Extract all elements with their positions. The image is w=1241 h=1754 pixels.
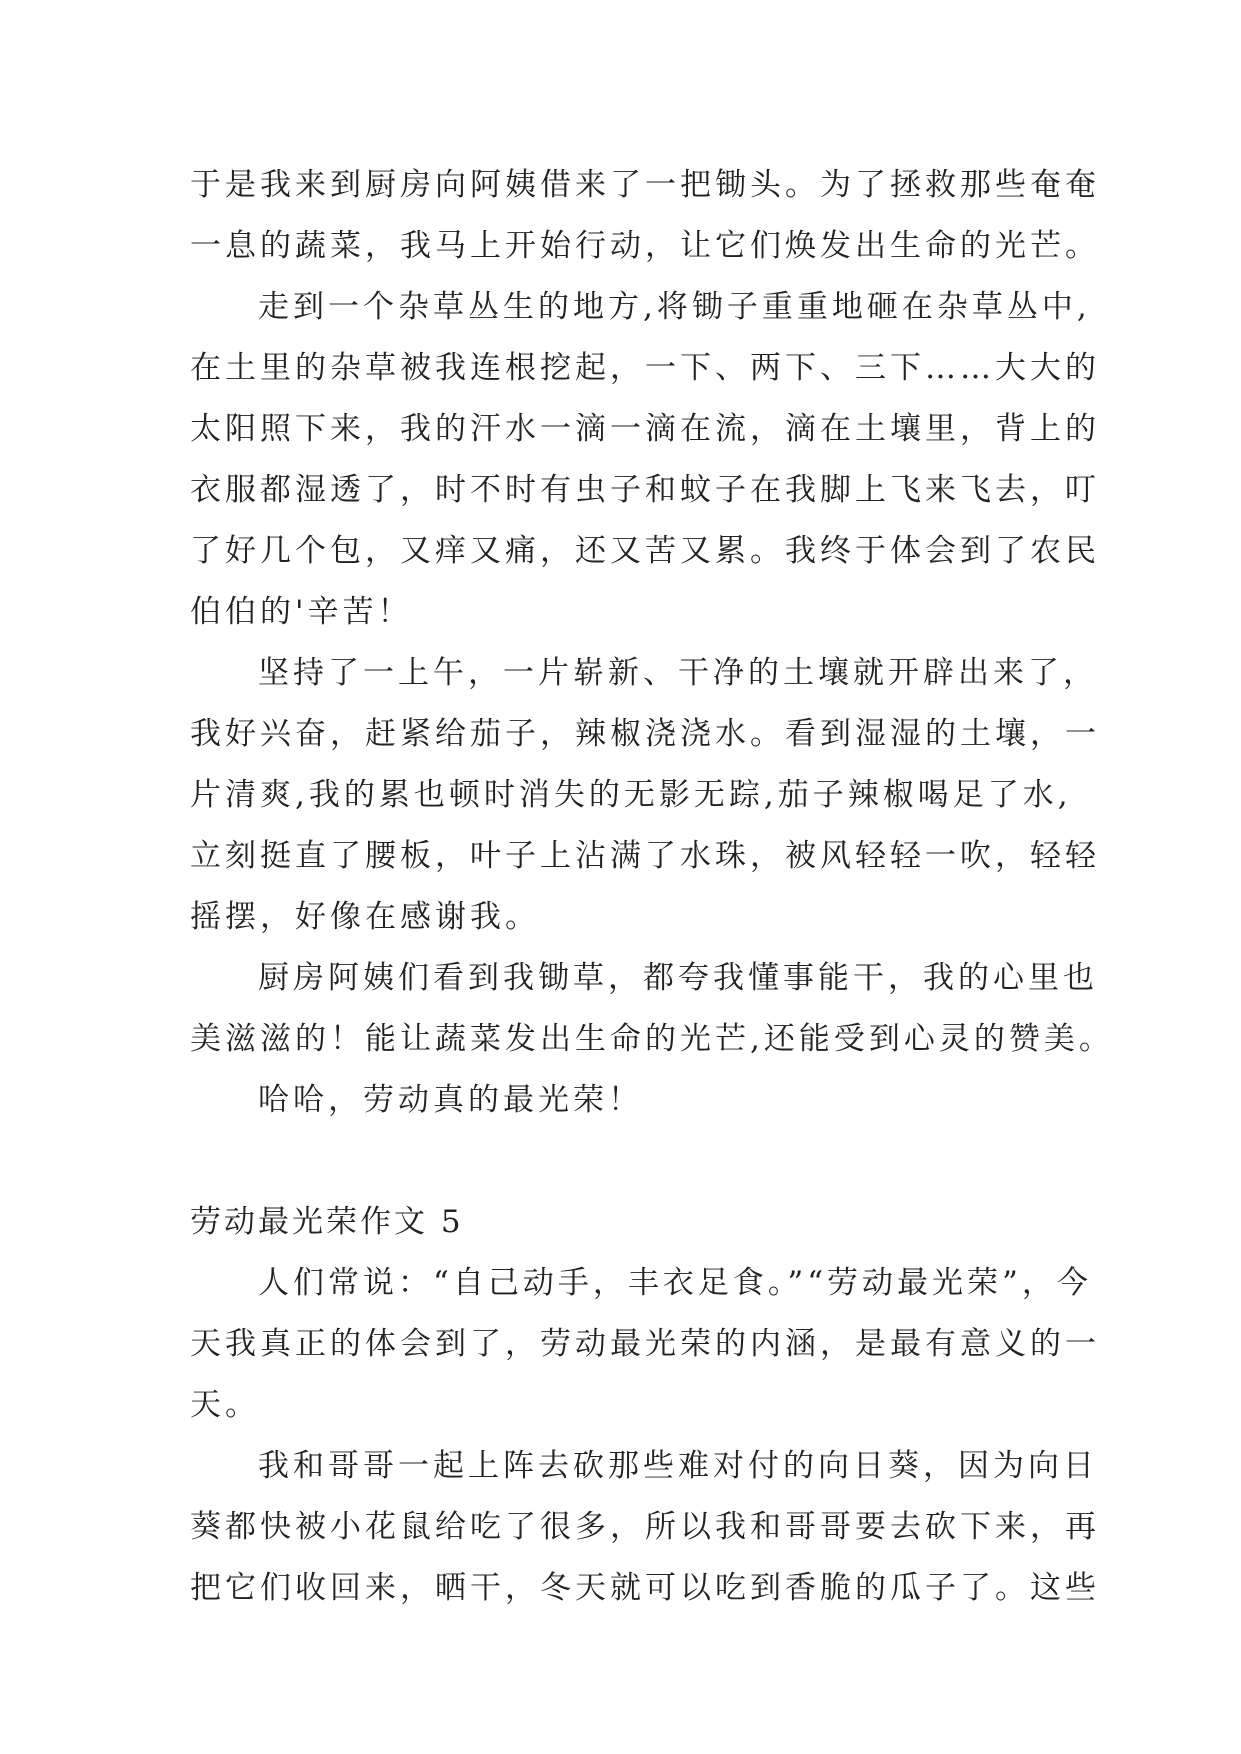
essay-title: 劳动最光荣作文 5 <box>190 1204 464 1240</box>
paragraph-start-line: 坚持了一上午，一片崭新、干净的土壤就开辟出来了， <box>258 655 1098 691</box>
text-line: 于是我来到厨房向阿姨借来了一把锄头。为了拯救那些奄奄 <box>190 167 1100 203</box>
text-line: 片清爽,我的累也顿时消失的无影无踪,茄子辣椒喝足了水, <box>190 777 1072 813</box>
paragraph-start-line: 人们常说：“自己动手，丰衣足食。”“劳动最光荣”，今 <box>258 1265 1092 1301</box>
text-line: 天我真正的体会到了，劳动最光荣的内涵，是最有意义的一 <box>190 1326 1100 1362</box>
text-line: 天。 <box>190 1387 260 1423</box>
paragraph-start-line: 厨房阿姨们看到我锄草，都夸我懂事能干，我的心里也 <box>258 960 1098 996</box>
text-line: 把它们收回来，晒干，冬天就可以吃到香脆的瓜子了。这些 <box>190 1570 1100 1606</box>
text-line: 我好兴奋，赶紧给茄子，辣椒浇浇水。看到湿湿的土壤，一 <box>190 716 1100 752</box>
section-spacer <box>190 1131 1070 1192</box>
paragraph-start-line: 走到一个杂草丛生的地方,将锄子重重地砸在杂草丛中, <box>258 289 1091 325</box>
text-line: 太阳照下来，我的汗水一滴一滴在流，滴在土壤里，背上的 <box>190 411 1100 447</box>
text-line: 摇摆，好像在感谢我。 <box>190 899 540 935</box>
text-line: 立刻挺直了腰板，叶子上沾满了水珠，被风轻轻一吹，轻轻 <box>190 838 1100 874</box>
text-line: 葵都快被小花鼠给吃了很多，所以我和哥哥要去砍下来，再 <box>190 1509 1100 1545</box>
text-line: 了好几个包，又痒又痛，还又苦又累。我终于体会到了农民 <box>190 533 1100 569</box>
text-line: 伯伯的'辛苦！ <box>190 594 413 630</box>
document-body <box>190 155 1114 1619</box>
paragraph-start-line: 哈哈，劳动真的最光荣！ <box>258 1082 643 1118</box>
paragraph-start-line: 我和哥哥一起上阵去砍那些难对付的向日葵，因为向日 <box>258 1448 1098 1484</box>
text-line: 美滋滋的！能让蔬菜发出生命的光芒,还能受到心灵的赞美。 <box>190 1021 1114 1057</box>
text-line: 在土里的杂草被我连根挖起，一下、两下、三下……大大的 <box>190 350 1100 386</box>
text-line: 一息的蔬菜，我马上开始行动，让它们焕发出生命的光芒。 <box>190 228 1100 264</box>
text-line: 衣服都湿透了，时不时有虫子和蚊子在我脚上飞来飞去，叮 <box>190 472 1100 508</box>
